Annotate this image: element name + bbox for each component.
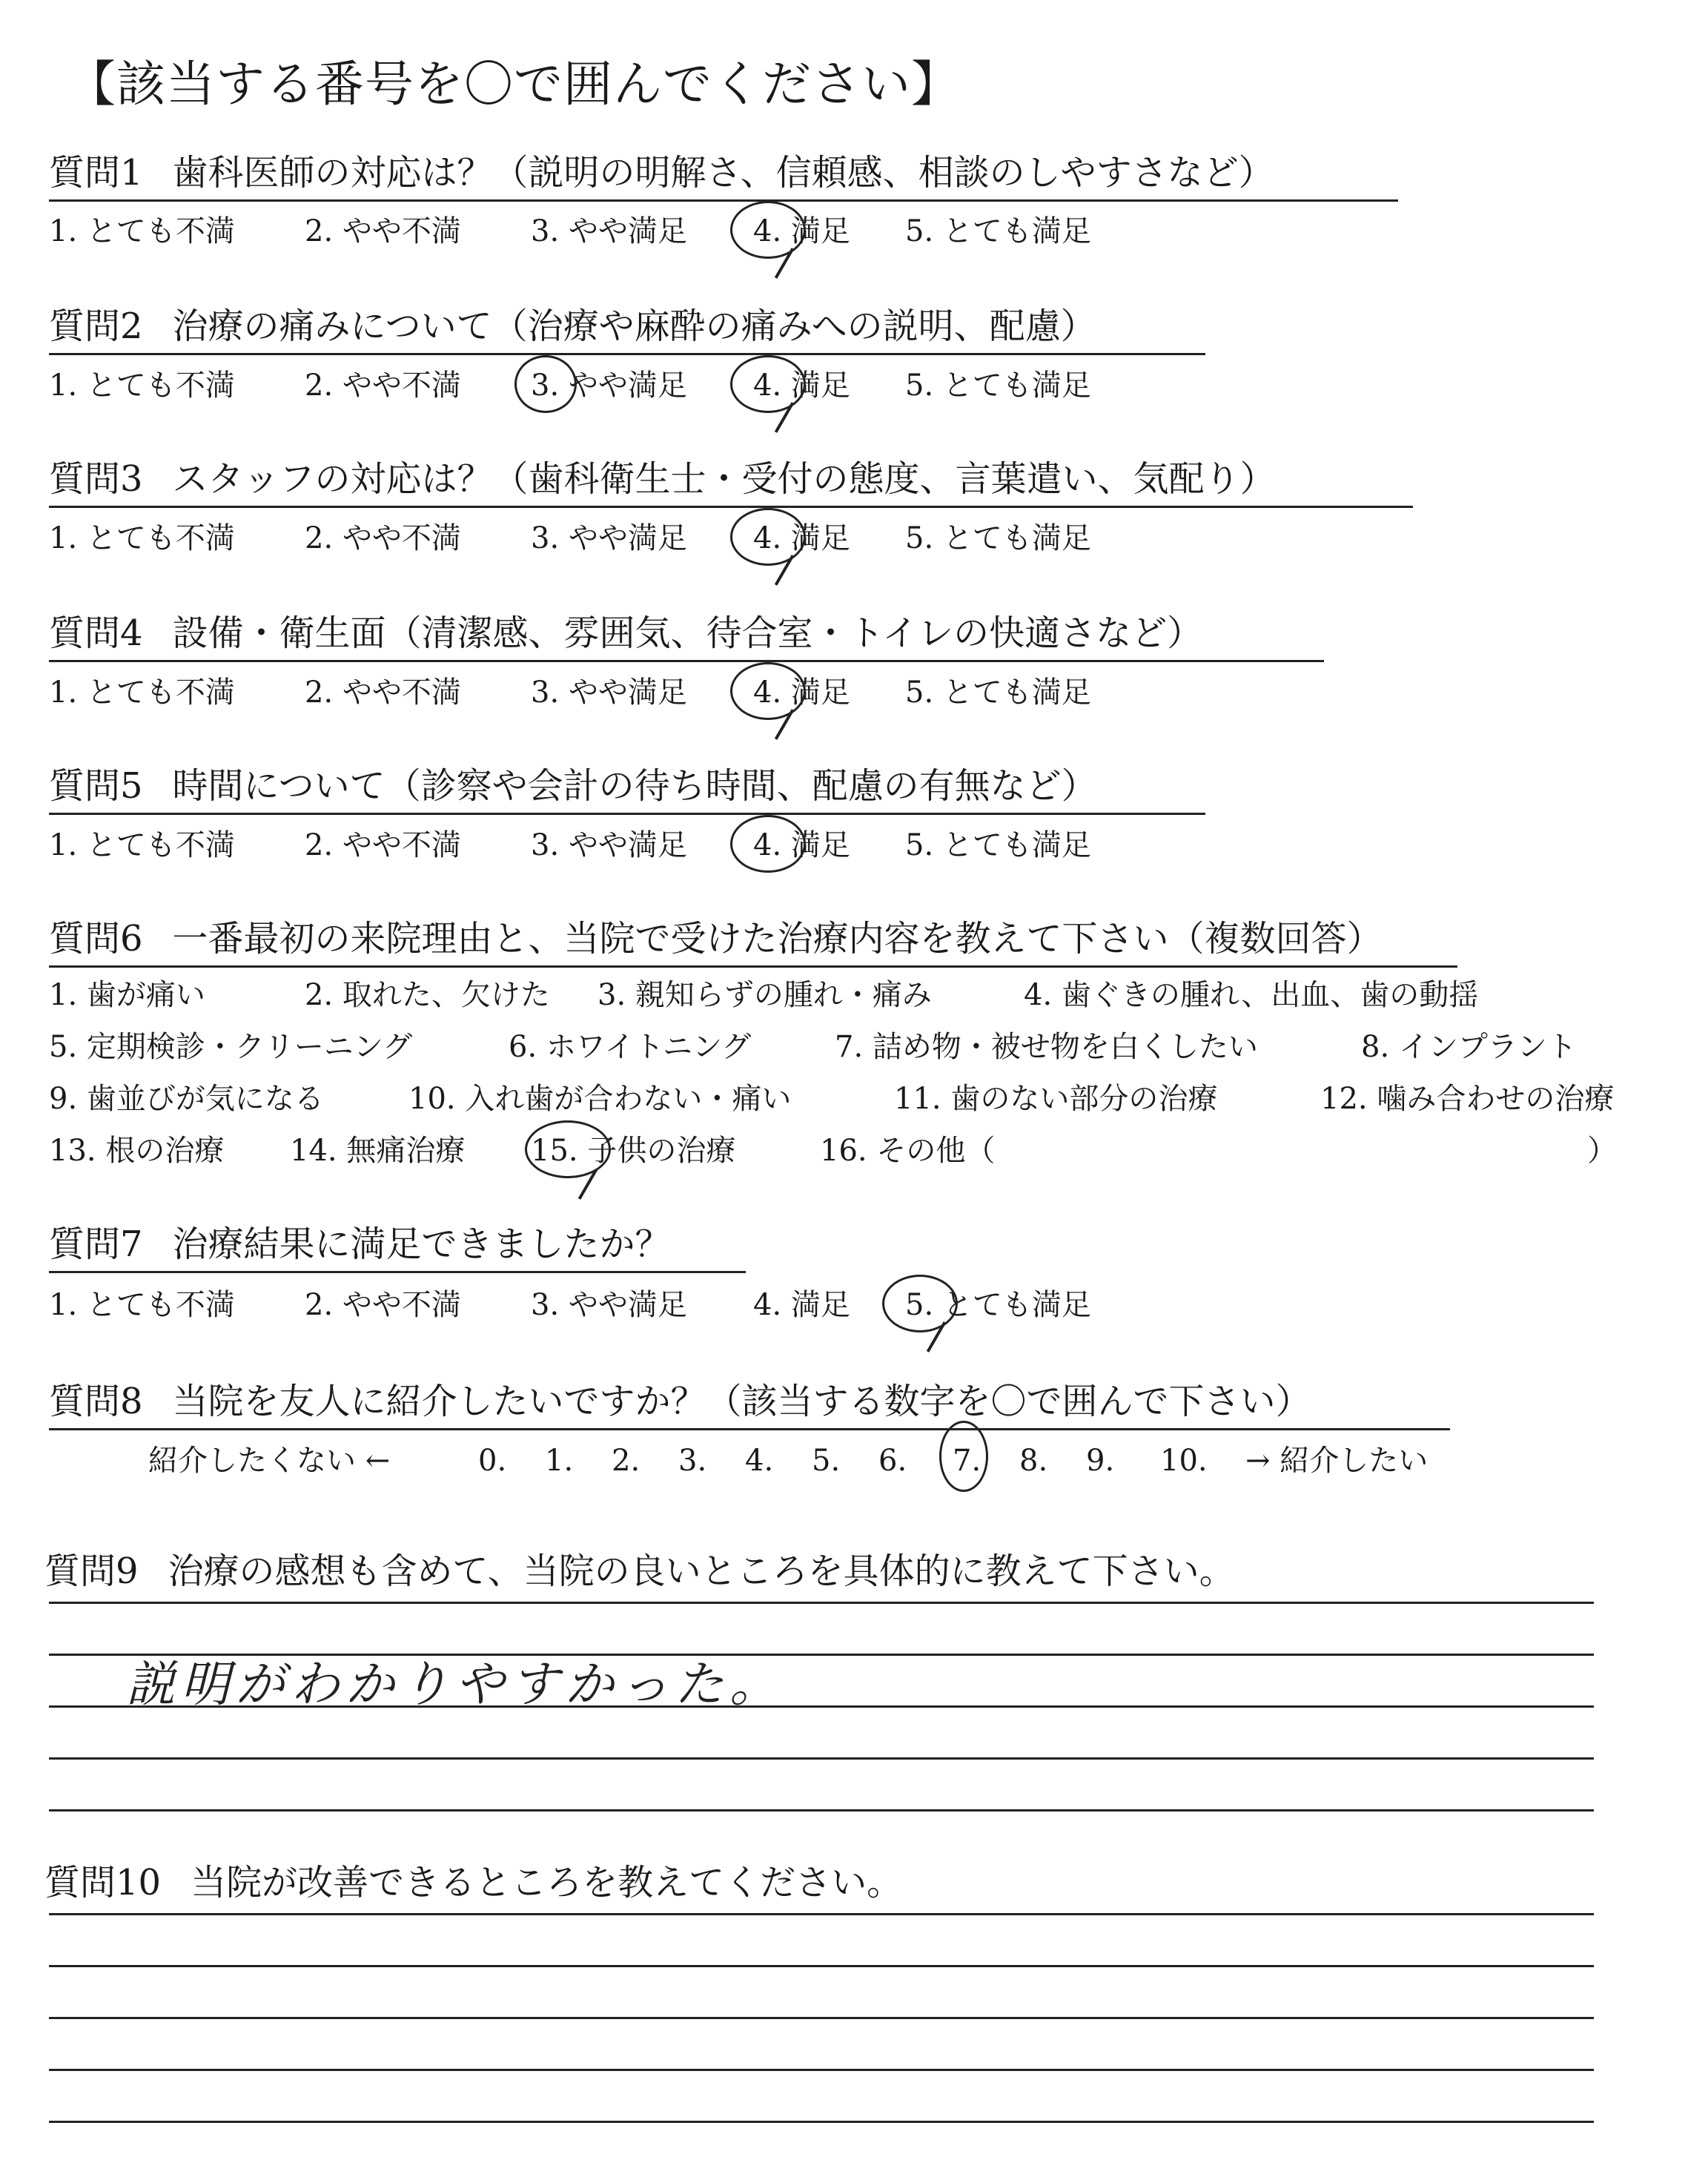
option-1[interactable]: 1. とても不満 — [49, 676, 235, 710]
scale-left-label: 紹介したくない ← — [148, 1444, 391, 1478]
option-3[interactable]: 3. やや満足 — [531, 521, 687, 555]
question-1-heading — [49, 152, 1398, 202]
option-3[interactable]: 3. やや満足 — [531, 1288, 687, 1322]
option-10[interactable]: 10. 入れ歯が合わない・痛い — [408, 1082, 792, 1116]
question-text: 当院を友人に紹介したいですか？（該当する数字を〇で囲んで下さい） — [172, 1381, 1311, 1422]
question-label: 質問10 — [44, 1862, 162, 1903]
answer-line — [49, 2121, 1594, 2123]
question-10-heading — [44, 1854, 902, 1905]
option-4[interactable]: 4. 満足 — [753, 521, 850, 555]
scale-9[interactable]: 9. — [1086, 1444, 1115, 1478]
question-text: 時間について（診察や会計の待ち時間、配慮の有無など） — [172, 765, 1097, 807]
question-6-heading — [49, 918, 1457, 968]
scale-10[interactable]: 10. — [1160, 1444, 1208, 1478]
page-title: 【該当する番号を〇で囲んでください】 — [67, 56, 961, 113]
option-5[interactable]: 5. とても満足 — [905, 676, 1091, 710]
answer-line — [49, 1602, 1594, 1604]
question-text: 治療の感想も含めて、当院の良いところを具体的に教えて下さい。 — [168, 1550, 1235, 1592]
answer-circle-tail — [775, 555, 794, 586]
option-4[interactable]: 4. 満足 — [753, 676, 850, 710]
question-8-heading — [49, 1381, 1450, 1430]
scale-right-label: → 紹介したい — [1245, 1444, 1429, 1478]
question-1-options — [49, 214, 1606, 254]
option-3[interactable]: 3. やや満足 — [531, 828, 687, 862]
question-text: 歯科医師の対応は？（説明の明解さ、信頼感、相談のしやすさなど） — [172, 152, 1274, 194]
question-text: 当院が改善できるところを教えてください。 — [191, 1862, 903, 1903]
option-3[interactable]: 3. 親知らずの腫れ・痛み — [598, 978, 932, 1012]
question-label: 質問3 — [49, 458, 143, 500]
option-5[interactable]: 5. とても満足 — [905, 828, 1091, 862]
question-2-heading — [49, 305, 1205, 355]
answer-line — [49, 1809, 1594, 1811]
question-label: 質問5 — [49, 765, 143, 807]
answer-line — [49, 2069, 1594, 2071]
answer-circle-tail — [775, 709, 794, 740]
question-4-options — [49, 678, 1606, 715]
other-close-paren: ） — [1587, 1134, 1617, 1168]
option-1[interactable]: 1. とても不満 — [49, 214, 235, 248]
question-text: 治療結果に満足できましたか？ — [172, 1223, 671, 1265]
question-5-heading — [49, 765, 1205, 815]
scale-7[interactable]: 7. — [953, 1444, 982, 1478]
option-12[interactable]: 12. 噛み合わせの治療 — [1320, 1082, 1615, 1116]
scale-5[interactable]: 5. — [812, 1444, 841, 1478]
option-5[interactable]: 5. とても満足 — [905, 1288, 1091, 1322]
answer-line — [49, 1705, 1594, 1708]
option-1[interactable]: 1. とても不満 — [49, 369, 235, 403]
answer-circle-tail — [775, 402, 794, 433]
question-label: 質問9 — [44, 1550, 139, 1592]
option-1[interactable]: 1. とても不満 — [49, 521, 235, 555]
option-4[interactable]: 4. 満足 — [753, 369, 850, 403]
answer-line — [49, 1913, 1594, 1915]
question-3-heading — [49, 458, 1413, 508]
option-11[interactable]: 11. 歯のない部分の治療 — [894, 1082, 1218, 1116]
scale-0[interactable]: 0. — [478, 1444, 507, 1478]
question-label: 質問1 — [49, 152, 143, 194]
option-14[interactable]: 14. 無痛治療 — [290, 1134, 466, 1168]
question-2-options — [49, 371, 1606, 408]
answer-line — [49, 1965, 1594, 1967]
option-1[interactable]: 1. とても不満 — [49, 1288, 235, 1322]
option-2[interactable]: 2. やや不満 — [305, 676, 461, 710]
question-9-heading — [44, 1542, 1235, 1593]
option-7[interactable]: 7. 詰め物・被せ物を白くしたい — [835, 1030, 1258, 1064]
option-8[interactable]: 8. インプラント — [1361, 1030, 1577, 1064]
option-3[interactable]: 3. やや満足 — [531, 369, 687, 403]
scale-8[interactable]: 8. — [1019, 1444, 1048, 1478]
question-7-heading — [49, 1223, 746, 1273]
question-text: 設備・衛生面（清潔感、雰囲気、待合室・トイレの快適さなど） — [172, 612, 1203, 654]
handwritten-answer[interactable]: 説明がわかりやすかった。 — [126, 1656, 784, 1713]
question-label: 質問7 — [49, 1223, 143, 1265]
option-5[interactable]: 5. 定期検診・クリーニング — [49, 1030, 413, 1064]
option-2[interactable]: 2. やや不満 — [305, 214, 461, 248]
question-label: 質問8 — [49, 1381, 143, 1422]
option-2[interactable]: 2. やや不満 — [305, 1288, 461, 1322]
option-16[interactable]: 16. その他（ — [820, 1134, 996, 1168]
question-label: 質問6 — [49, 918, 143, 960]
scale-3[interactable]: 3. — [678, 1444, 707, 1478]
option-5[interactable]: 5. とても満足 — [905, 521, 1091, 555]
question-text: スタッフの対応は？（歯科衛生士・受付の態度、言葉遣い、気配り） — [172, 458, 1276, 500]
option-6[interactable]: 6. ホワイトニング — [509, 1030, 752, 1064]
option-1[interactable]: 1. とても不満 — [49, 828, 235, 862]
option-4[interactable]: 4. 満足 — [753, 214, 850, 248]
option-2[interactable]: 2. やや不満 — [305, 521, 461, 555]
question-7-options — [49, 1290, 1606, 1327]
option-4[interactable]: 4. 歯ぐきの腫れ、出血、歯の動揺 — [1024, 978, 1479, 1012]
question-4-heading — [49, 612, 1324, 662]
scale-1[interactable]: 1. — [545, 1444, 574, 1478]
option-4[interactable]: 4. 満足 — [753, 828, 850, 862]
question-label: 質問2 — [49, 305, 143, 347]
answer-line — [49, 2017, 1594, 2019]
scale-6[interactable]: 6. — [878, 1444, 907, 1478]
option-5[interactable]: 5. とても満足 — [905, 369, 1091, 403]
question-8-scale — [148, 1446, 1483, 1483]
option-2[interactable]: 2. やや不満 — [305, 369, 461, 403]
option-1[interactable]: 1. 歯が痛い — [49, 978, 205, 1012]
answer-circle-tail — [578, 1169, 598, 1200]
question-label: 質問4 — [49, 612, 143, 654]
question-text: 治療の痛みについて（治療や麻酔の痛みへの説明、配慮） — [172, 305, 1096, 347]
answer-line — [49, 1757, 1594, 1760]
answer-circle-tail — [927, 1321, 946, 1353]
option-13[interactable]: 13. 根の治療 — [49, 1134, 225, 1168]
option-3[interactable]: 3. やや満足 — [531, 214, 687, 248]
question-6-options — [49, 980, 1658, 1203]
scale-4[interactable]: 4. — [745, 1444, 774, 1478]
question-5-options — [49, 830, 1606, 868]
option-2[interactable]: 2. 取れた、欠けた — [305, 978, 550, 1012]
option-9[interactable]: 9. 歯並びが気になる — [49, 1082, 324, 1116]
question-text: 一番最初の来院理由と、当院で受けた治療内容を教えて下さい（複数回答） — [172, 918, 1383, 960]
option-5[interactable]: 5. とても満足 — [905, 214, 1091, 248]
question-3-options — [49, 521, 1606, 561]
option-15[interactable]: 15. 子供の治療 — [531, 1134, 736, 1168]
option-3[interactable]: 3. やや満足 — [531, 676, 687, 710]
option-4[interactable]: 4. 満足 — [753, 1288, 850, 1322]
scale-2[interactable]: 2. — [612, 1444, 640, 1478]
option-2[interactable]: 2. やや不満 — [305, 828, 461, 862]
answer-circle-tail — [775, 248, 794, 279]
